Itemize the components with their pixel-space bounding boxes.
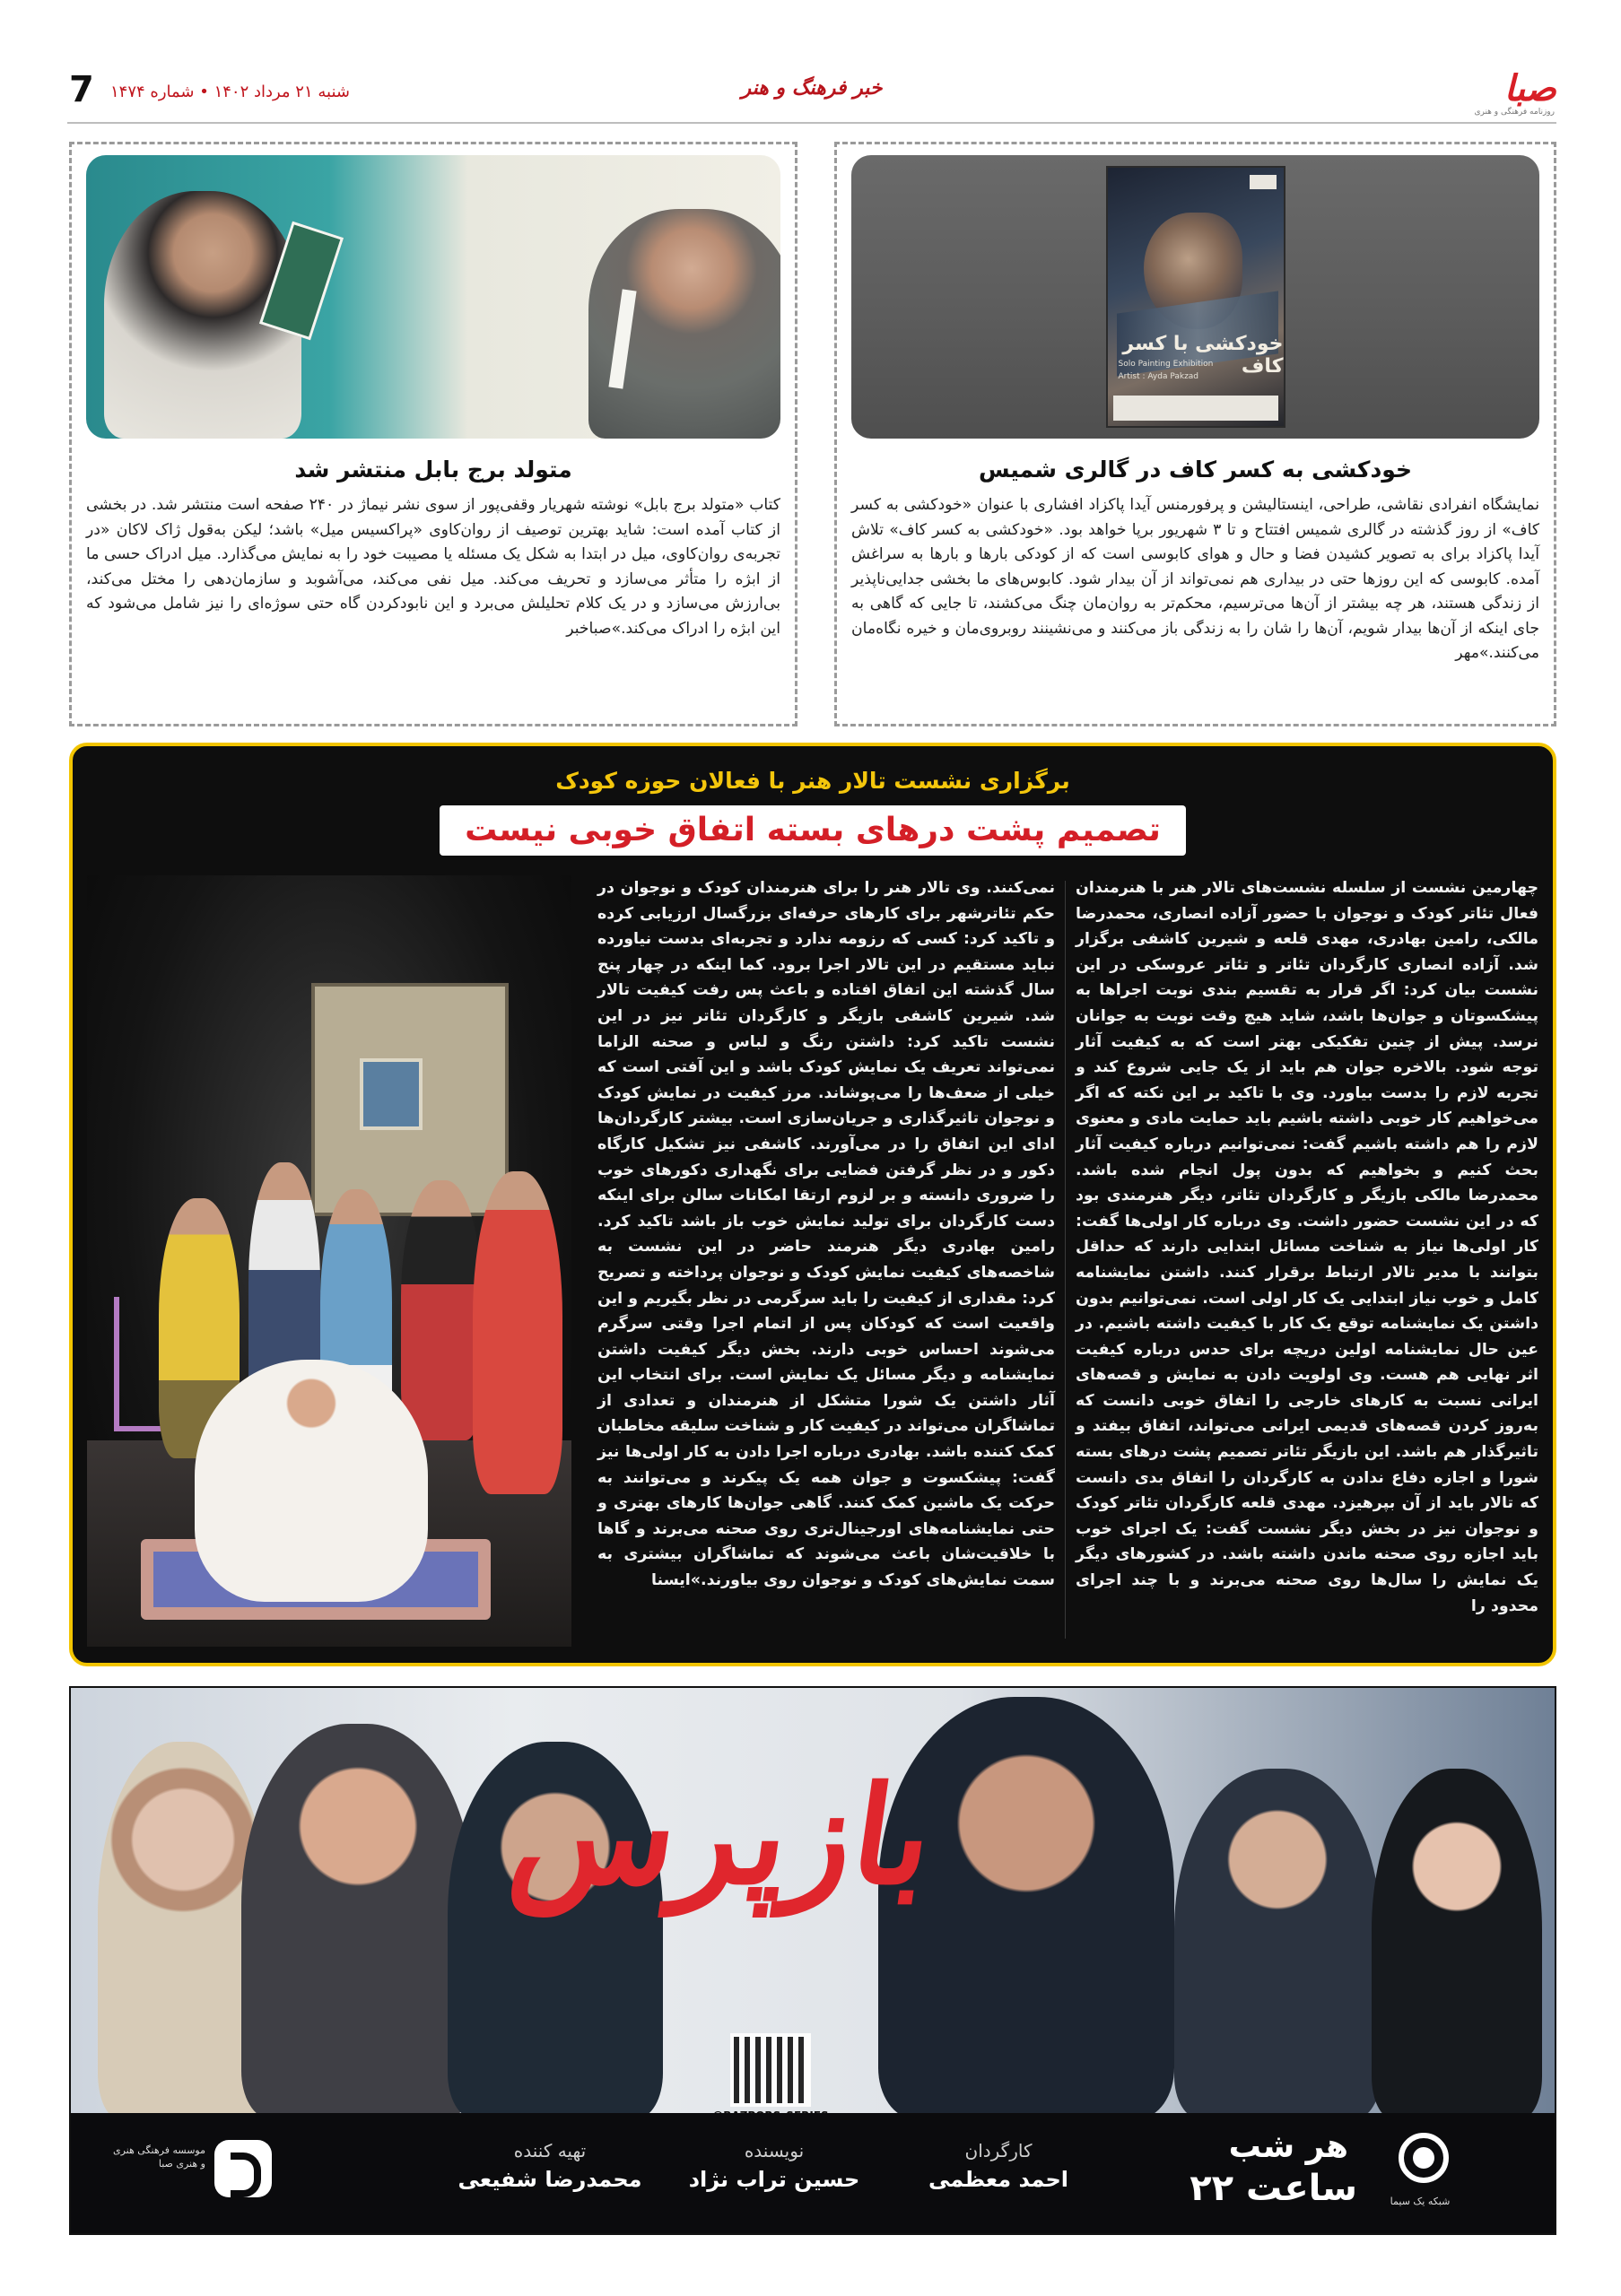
tv-channel-one-icon (1399, 2133, 1449, 2183)
stage-set-house (311, 983, 509, 1216)
book-story-title: متولد برج بابل منتشر شد (294, 457, 572, 483)
feature-headline-text: تصمیم پشت درهای بسته اتفاق خوبی نیست (440, 805, 1186, 856)
section-title: خبر فرهنگ و هنر (741, 77, 883, 100)
feature-article (69, 743, 1556, 1666)
cast-member (1372, 1769, 1542, 2118)
stage-set-window (360, 1058, 423, 1130)
network-label: شبکه یک سیما (1390, 2196, 1451, 2207)
poster-badge (1250, 175, 1277, 189)
feature-kicker: برگزاری نشست تالار هنر با فعالان حوزه کودک (555, 768, 1070, 794)
production-company-label: موسسه فرهنگی هنری و هنری صبا (113, 2144, 205, 2170)
gallery-story-body: نمایشگاه انفرادی نقاشی، طراحی، اینستالیشن و پرفورمنس آیدا پاکزاد افشاری با عنوان «خودکشی به کسر کاف» از روز گذشته در گالری شمیس افتتاح و تا ۳ شهریور برپا خواهد بود. «خودکشی به کسر کاف» تلاش آیدا پاکزاد برای به تصویر کشیدن فضا و حال و هوای کابوسی است که از کودکی بارها و بارها به سراغش آمده. کابوسی که این روزها حتی در بیداری هم نمی‌تواند از آن بیدار شود. کابوس‌های ما بخشی جدایی‌ناپذیر از زندگی هستند، هر چه بیشتر از آن‌ها می‌ترسیم، محکم‌تر به روان‌مان چنگ می‌کشند، تا جایی که گاهی به جای اینکه از آن‌ها بیدار شویم، آن‌ها را شان را به زندگی باز می‌کنند و می‌نشینند روبروی‌مان و خیره نگاه‌مان می‌کنند.»مهر (851, 496, 1540, 662)
poster-footer-strip (1113, 396, 1278, 421)
issue-date: شنبه ۲۱ مرداد ۱۴۰۲ • شماره ۱۴۷۴ (110, 83, 350, 101)
exhibition-poster (1106, 166, 1285, 428)
feature-column-1: چهارمین نشست از سلسله نشست‌های تالار هنر با هنرمندان فعال تئاتر کودک و نوجوان با حضور آزاده انصاری، محمدرضا مالکی، رامین بهادری، مهدی قلعه و شیرین کاشفی برگزار شد. آزاده انصاری کارگردان تئاتر و تئاتر عروسکی در این نشست بیان کرد: اگر قرار به تقسیم بندی نوبت اجراها به پیشکسوتان و جوان‌ها باشد، شاید هیچ وقت نوبت به جوانان نرسد. پیش از چنین تفکیکی بهتر است که به کیفیت آثار توجه شود. بالاخره جوان هم باید از یک جایی شروع کند و تجربه لازم را بدست بیاورد. وی با تاکید بر این نکته که اگر می‌خواهیم کار خوبی داشته باشیم باید حمایت مادی و معنوی لازم را هم داشته باشیم گفت: نمی‌توانیم درباره کیفیت آثار بحث کنیم و بخواهیم که بدون پول انجام شده باشد. محمدرضا مالکی بازیگر و کارگردان تئاتر، دیگر هنرمندی بود که در این نشست حضور داشت. وی درباره کار اولی‌ها گفت: کار اولی‌ها نیاز به شناخت مسائل ابتدایی دارند که حداقل بتوانند با مدیر تالار ارتباط برقرار کنند. داشتن نمایشنامه کامل و خوب نیاز ابتدایی یک کار اولی است. نمی‌توانیم بدون داشتن یک نمایشنامه توقع یک کار با کیفیت داشته باشیم. در عین حال نمایشنامه اولین دریچه برای حدس درباره کیفیت اثر نهایی هم هست. وی اولویت دادن به نمایش و قصه‌های ایرانی نسبت به کارهای خارجی را اتفاق خوبی دانست که به‌روز کردن قصه‌های قدیمی ایرانی می‌تواند، اتفاق بیفتد و تاثیرگذار هم باشد. این بازیگر تئاتر تصمیم پشت درهای بسته شورا و اجازه دفاع ندادن به کارگردان را اتفاق بدی دانست که تالار باید از آن بپرهیزد. مهدی قلعه کارگردان تئاتر کودک و نوجوان نیز در بخش دیگر نشست گفت: یک اجرای خوب باید اجازه روی صحنه ماندن داشته باشد. در کشورهای دیگر یک نمایش را سال‌ها روی صحنه می‌برند و با چند اجرای محدود را (1076, 879, 1538, 1615)
schedule-line-1: هر شب (1228, 2128, 1348, 2165)
schedule-line-2: ساعت ۲۲ (1190, 2168, 1357, 2209)
poster-subtitle: Solo Painting Exhibition (1118, 360, 1214, 369)
cast-member (241, 1724, 475, 2118)
page-header (67, 65, 1556, 124)
gallery-poster-photo (851, 155, 1539, 439)
book-story-body: کتاب «متولد برج بابل» نوشته شهریار وقفی‌پور از سوی نشر نیماژ در ۲۴۰ صفحه است منتشر شد. در بخشی از کتاب آمده است: شاید بهترین توصیف از روان‌کاوی «پراکسیس میل» باشد؛ لیکن به‌قول ژاک لاکان «در تجربه‌ی روان‌کاوی، میل در ابتدا به شکل یک مسئله یا مصیبت خود را به نمایش می‌گذارد. میل ادراک حسی ما از ابژه را متأثر می‌سازد و تحریف می‌کند. میل نفی می‌کند، می‌آشوبد و سازمان‌دهی را مختل می‌کند، بی‌ارزش می‌سازد و در یک کلام تحلیلش می‌برد و این نابودکردن گاه حتی سوژه‌ای را نیز شامل می‌شود که این ابژه را ادراک می‌کند.»صباخبر (86, 496, 780, 638)
credit-director (909, 2140, 1088, 2192)
gallery-story-title: خودکشی به کسر کاف در گالری شمیس (979, 457, 1412, 483)
column-divider (1065, 881, 1066, 1639)
ad-credits-bar (71, 2113, 1555, 2233)
children-theatre-photo (87, 875, 571, 1647)
series-logo (501, 1715, 944, 2011)
child-angel-costume (195, 1360, 428, 1602)
book-story-photo (86, 155, 780, 439)
gallery-story (834, 142, 1556, 726)
series-logo-text: بازپرس (501, 1757, 944, 1915)
poster-title: خودکشی با کسر کاف (1122, 333, 1284, 378)
feature-column-2: نمی‌کنند. وی تالار هنر را برای هنرمندان کودک و نوجوان در حکم تئاترشهر برای کارهای حرفه‌ای بزرگسال ارزیابی کرده و تاکید کرد: کسی که رزومه ندارد و تجربه‌ای بدست نیاورده نباید مستقیم در این تالار اجرا برود. کما اینکه در چهار پنج سال گذشته این اتفاق افتاده و باعث پس رفت کیفیت تالار شد. شیرین کاشفی بازیگر و کارگردان تئاتر نیز در این نشست تاکید کرد: داشتن رنگ و لباس و صحنه الزاما نمی‌تواند تعریف یک نمایش کودک باشد و این آفتی است که خیلی از ضعف‌ها را می‌پوشاند. مرز کیفیت در نمایش کودک و نوجوان تاثیرگذاری و جریان‌سازی است. بیشتر کارگردان‌ها ادای این اتفاق را در می‌آورند. کاشفی نیز تشکیل کارگاه دکور و در نظر گرفتن فضایی برای نگهداری دکورهای خوب را ضروری دانسته و بر لزوم ارتقا امکانات سالن برای اینکه دست کارگردان برای تولید نمایش خوب باز باشد تاکید کرد. رامین بهادری دیگر هنرمند حاضر در این نشست به شاخصه‌های کیفیت نمایش کودک و نوجوان پرداخته و تصریح کرد: مقداری از کیفیت را باید سرگرمی در نظر بگیریم و این واقعیت است که کودکان پس از اتمام اجرا وقتی سرگرم می‌شوند احساس خوبی دارند. بخش دیگر کیفیت داشتن نمایشنامه و دیگر مسائل یک نمایش است. برای انتخاب این آثار داشتن یک شورا متشکل از هنرمندان و تعدادی از تماشاگران می‌تواند در کیفیت کار و شناخت سلیقه مخاطبان کمک کننده باشد. بهادری درباره اجرا دادن به کار اولی‌ها نیز گفت: پیشکسوت و جوان همه یک پیکرند و می‌توانند به حرکت یک ماشین کمک کنند. گاهی جوان‌ها کارهای بهتری و حتی نمایشنامه‌های اورجینال‌تری روی صحنه می‌برند و گاها با خلاقیت‌شان باعث می‌شوند که تماشاگران بیشتری به سمت نمایش‌های کودک و نوجوان روی بیاورند.»ایسنا (597, 879, 1055, 1590)
credit-writer (675, 2140, 873, 2192)
logo-text: صبا (1503, 68, 1556, 109)
book-story (69, 142, 797, 726)
credit-role: تهیه کننده (513, 2140, 587, 2161)
cast-member (1174, 1769, 1381, 2118)
credit-name: حسین تراب نژاد (688, 2167, 860, 2192)
credit-role: کارگردان (964, 2140, 1033, 2161)
cast-photo (71, 1688, 1555, 2117)
credit-producer (451, 2140, 649, 2192)
logo-subtitle: روزنامه فرهنگی و هنری (1474, 108, 1555, 117)
feature-headline (73, 805, 1553, 856)
poster-artist: Artist : Ayda Pakzad (1118, 372, 1199, 381)
credit-name: احمد معظمی (928, 2167, 1068, 2192)
production-company-icon (214, 2140, 272, 2197)
qr-code-icon (730, 2033, 811, 2107)
page-number: 7 (69, 69, 94, 110)
child-actor (473, 1171, 562, 1494)
credit-role: نویسنده (744, 2140, 805, 2161)
credit-name: محمدرضا شفیعی (458, 2167, 642, 2192)
child-actor (401, 1180, 482, 1440)
tv-series-advertisement (69, 1686, 1556, 2235)
